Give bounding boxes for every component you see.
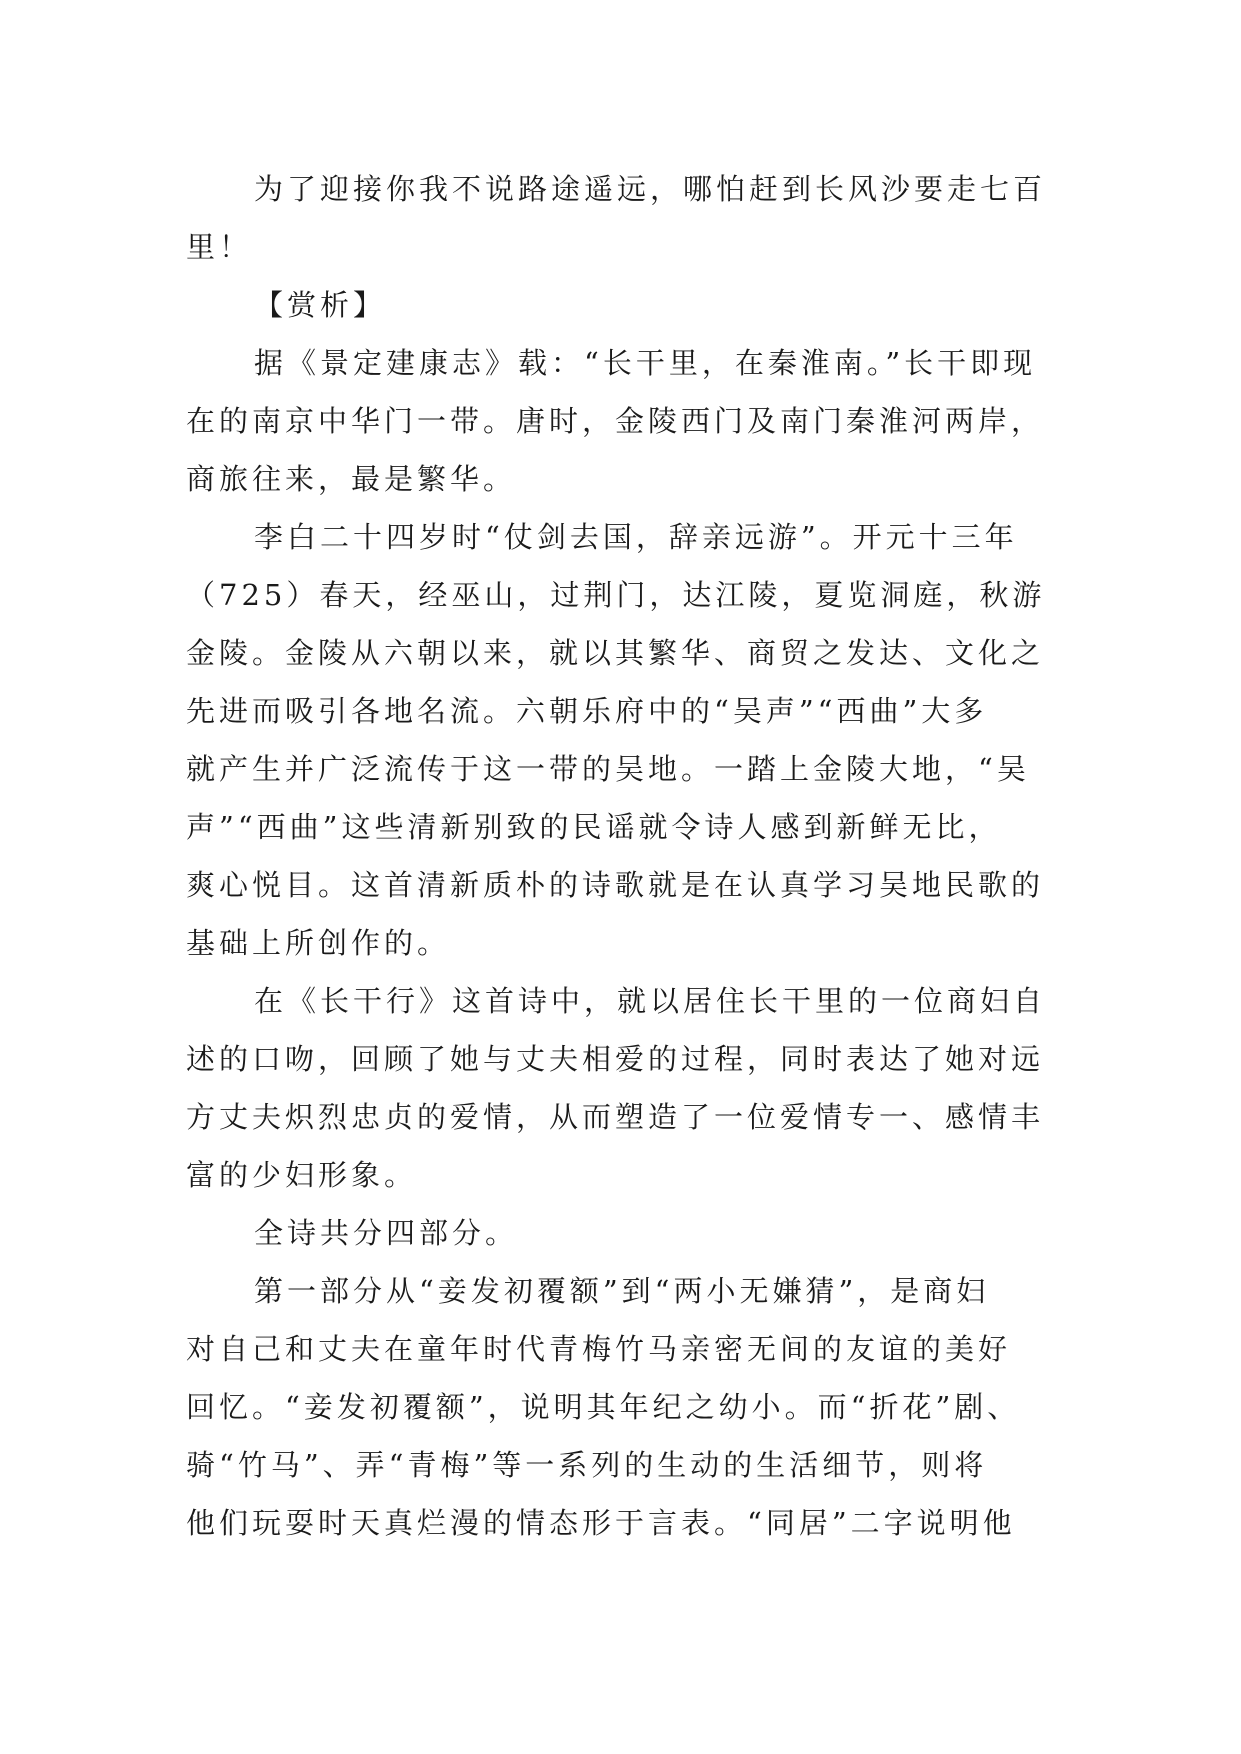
text-line: 先进而吸引各地名流。六朝乐府中的“吴声”“西曲”大多 (186, 694, 988, 728)
text-line: 在的南京中华门一带。唐时，金陵西门及南门秦淮河两岸， (186, 404, 1045, 438)
text-line: 就产生并广泛流传于这一带的吴地。一踏上金陵大地，“吴 (186, 752, 1030, 786)
text-line: 基础上所创作的。 (186, 926, 451, 960)
text-line: 对自己和丈夫在童年时代青梅竹马亲密无间的友谊的美好 (186, 1332, 1012, 1366)
section-heading: 【赏析】 (254, 288, 387, 322)
text-line: 述的口吻，回顾了她与丈夫相爱的过程，同时表达了她对远 (186, 1042, 1045, 1076)
text-line: 商旅往来，最是繁华。 (186, 462, 517, 496)
text-line: 全诗共分四部分。 (254, 1216, 519, 1250)
text-line: 富的少妇形象。 (186, 1158, 418, 1192)
text-line: 爽心悦目。这首清新质朴的诗歌就是在认真学习吴地民歌的 (186, 868, 1045, 902)
text-line: 据《景定建康志》载：“长干里，在秦淮南。”长干即现 (254, 346, 1037, 380)
text-line: （725）春天，经巫山，过荆门，达江陵，夏览洞庭，秋游 (186, 578, 1046, 612)
text-line: 方丈夫炽烈忠贞的爱情，从而塑造了一位爱情专一、感情丰 (186, 1100, 1045, 1134)
document-body (186, 160, 1056, 1552)
text-line: 在《长干行》这首诗中，就以居住长干里的一位商妇自 (254, 984, 1047, 1018)
text-line: 金陵。金陵从六朝以来，就以其繁华、商贸之发达、文化之 (186, 636, 1045, 670)
text-line: 他们玩耍时天真烂漫的情态形于言表。“同居”二字说明他 (186, 1506, 1016, 1540)
text-line: 回忆。“妾发初覆额”，说明其年纪之幼小。而“折花”剧、 (186, 1390, 1021, 1424)
text-line: 第一部分从“妾发初覆额”到“两小无嫌猜”，是商妇 (254, 1274, 990, 1308)
text-line: 骑“竹马”、弄“青梅”等一系列的生动的生活细节，则将 (186, 1448, 988, 1482)
text-line: 声”“西曲”这些清新别致的民谣就令诗人感到新鲜无比， (186, 810, 1002, 844)
text-line: 里！ (186, 230, 253, 264)
text-line: 李白二十四岁时“仗剑去国，辞亲远游”。开元十三年 (254, 520, 1018, 554)
text-line: 为了迎接你我不说路途遥远，哪怕赶到长风沙要走七百 (254, 172, 1047, 206)
